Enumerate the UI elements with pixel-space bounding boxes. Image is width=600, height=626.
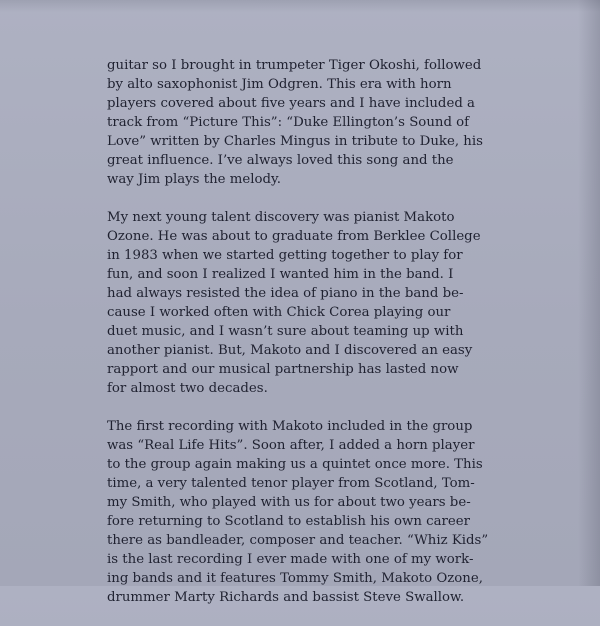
text-line: fun, and soon I realized I wanted him in the band. I (107, 267, 454, 282)
paragraph-1 (107, 56, 502, 189)
page-edge-shadow (578, 0, 600, 586)
text-line: by alto saxophonist Jim Odgren. This era with horn (107, 77, 452, 92)
text-line: cause I worked often with Chick Corea playing our (107, 305, 451, 320)
text-line: Ozone. He was about to graduate from Berklee College (107, 229, 481, 244)
text-line: guitar so I brought in trumpeter Tiger Okoshi, followed (107, 58, 482, 73)
text-line: players covered about five years and I have included a (107, 96, 475, 111)
text-line: way Jim plays the melody. (107, 172, 281, 187)
text-line: for almost two decades. (107, 381, 268, 396)
text-line: there as bandleader, composer and teacher. “Whiz Kids” (107, 533, 489, 548)
text-column (107, 56, 502, 626)
text-line: drummer Marty Richards and bassist Steve Swallow. (107, 590, 465, 605)
text-line: is the last recording I ever made with one of my work- (107, 552, 474, 567)
paragraph-3 (107, 417, 502, 607)
text-line: to the group again making us a quintet once more. This (107, 457, 483, 472)
text-line: was “Real Life Hits”. Soon after, I added a horn player (107, 438, 475, 453)
text-line: My next young talent discovery was pianist Makoto (107, 210, 455, 225)
text-line: Love” written by Charles Mingus in tribute to Duke, his (107, 134, 483, 149)
paragraph-2 (107, 208, 502, 398)
text-line: The first recording with Makoto included in the group (107, 419, 473, 434)
text-line: track from “Picture This”: “Duke Ellington’s Sound of (107, 115, 470, 130)
text-line: fore returning to Scotland to establish his own career (107, 514, 470, 529)
text-line: duet music, and I wasn’t sure about teaming up with (107, 324, 464, 339)
text-line: ing bands and it features Tommy Smith, Makoto Ozone, (107, 571, 483, 586)
text-line: had always resisted the idea of piano in the band be- (107, 286, 464, 301)
text-line: in 1983 when we started getting together to play for (107, 248, 463, 263)
text-line: great influence. I’ve always loved this song and the (107, 153, 454, 168)
text-line: my Smith, who played with us for about two years be- (107, 495, 471, 510)
page-top-shadow (0, 0, 600, 12)
text-line: time, a very talented tenor player from Scotland, Tom- (107, 476, 475, 491)
text-line: rapport and our musical partnership has lasted now (107, 362, 459, 377)
text-line: another pianist. But, Makoto and I discovered an easy (107, 343, 473, 358)
